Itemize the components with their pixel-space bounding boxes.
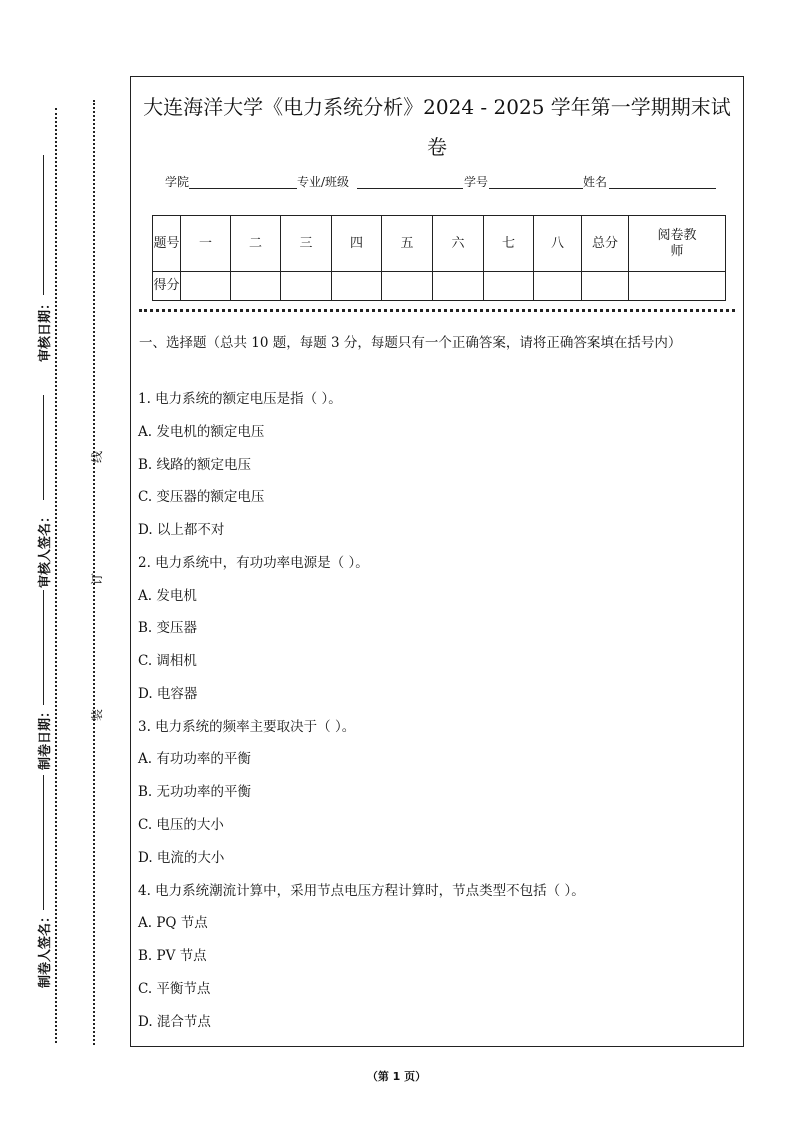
college-label: 学院 [165,175,190,189]
question-4-option-d: D. 混合节点 [138,1014,211,1030]
header-cell-1: 一 [181,216,231,272]
score-cell[interactable] [382,272,433,301]
header-cell-3: 三 [281,216,332,272]
question-3-stem: 3. 电力系统的频率主要取决于（ ）。 [138,719,356,735]
question-2-stem: 2. 电力系统中，有功功率电源是（ ）。 [138,555,369,571]
binding-mark-line: 线 [90,450,104,463]
question-3-option-b: B. 无功功率的平衡 [138,784,252,800]
question-3-option-d: D. 电流的大小 [138,850,225,866]
score-cell[interactable] [433,272,484,301]
question-1-option-b: B. 线路的额定电压 [138,457,252,473]
question-2-option-c: C. 调相机 [138,653,197,669]
name-field[interactable] [609,188,716,189]
score-cell[interactable] [281,272,332,301]
header-cell-total: 总分 [582,216,629,272]
question-2-option-a: A. 发电机 [138,588,197,604]
section-1-heading: 一、选择题（总共 10 题，每题 3 分，每题只有一个正确答案，请将正确答案填在括号内） [139,335,682,351]
question-1-stem: 1. 电力系统的额定电压是指（ ）。 [138,391,342,407]
paper-maker-signature-label: 制卷人签名： [38,909,53,988]
score-cell[interactable] [629,272,726,301]
header-cell-4: 四 [332,216,382,272]
score-cell[interactable] [582,272,629,301]
college-field[interactable] [189,188,297,189]
header-cell-8: 八 [534,216,582,272]
exam-title-line1: 大连海洋大学《电力系统分析》2024 - 2025 学年第一学期期末试 [143,95,731,119]
reviewer-signature-underline [43,395,44,500]
paper-maker-signature-underline [43,775,44,910]
score-cell[interactable] [534,272,582,301]
major-class-field[interactable] [357,188,463,189]
name-label: 姓名 [583,175,608,189]
question-2-option-b: B. 变压器 [138,620,198,636]
header-cell-question-no: 题号 [153,216,181,272]
score-table-header-row [153,216,726,272]
binding-mark-order: 订 [90,572,104,585]
question-4-stem: 4. 电力系统潮流计算中，采用节点电压方程计算时，节点类型不包括（ ）。 [138,883,585,899]
review-date-underline [43,155,44,295]
score-cell[interactable] [231,272,281,301]
score-cell[interactable] [181,272,231,301]
page-number: （第 1 页） [366,1070,427,1083]
score-row-label: 得分 [153,272,181,301]
question-1-option-a: A. 发电机的额定电压 [138,424,265,440]
major-class-label: 专业/班级 [297,175,350,189]
binding-mark-bind: 装 [90,708,104,721]
header-separator [139,309,735,312]
score-table-score-row [153,272,726,301]
score-cell[interactable] [484,272,534,301]
margin-dotted-line-outer [55,108,57,1043]
score-cell[interactable] [332,272,382,301]
student-id-label: 学号 [464,175,489,189]
score-table [152,215,726,301]
header-cell-2: 二 [231,216,281,272]
header-cell-5: 五 [382,216,433,272]
paper-date-label: 制卷日期： [38,704,53,770]
paper-date-underline [43,590,44,705]
reviewer-signature-label: 审核人签名： [38,509,53,588]
question-4-option-c: C. 平衡节点 [138,981,211,997]
exam-title-line2: 卷 [427,135,447,159]
question-4-option-a: A. PQ 节点 [138,915,208,931]
review-date-label: 审核日期： [38,296,53,362]
header-cell-7: 七 [484,216,534,272]
question-1-option-d: D. 以上都不对 [138,522,225,538]
question-3-option-a: A. 有功功率的平衡 [138,751,251,767]
header-cell-6: 六 [433,216,484,272]
question-4-option-b: B. PV 节点 [138,948,207,964]
header-cell-grader: 阅卷教师 [629,216,726,272]
student-id-field[interactable] [489,188,583,189]
question-1-option-c: C. 变压器的额定电压 [138,489,265,505]
question-3-option-c: C. 电压的大小 [138,817,224,833]
question-2-option-d: D. 电容器 [138,686,198,702]
